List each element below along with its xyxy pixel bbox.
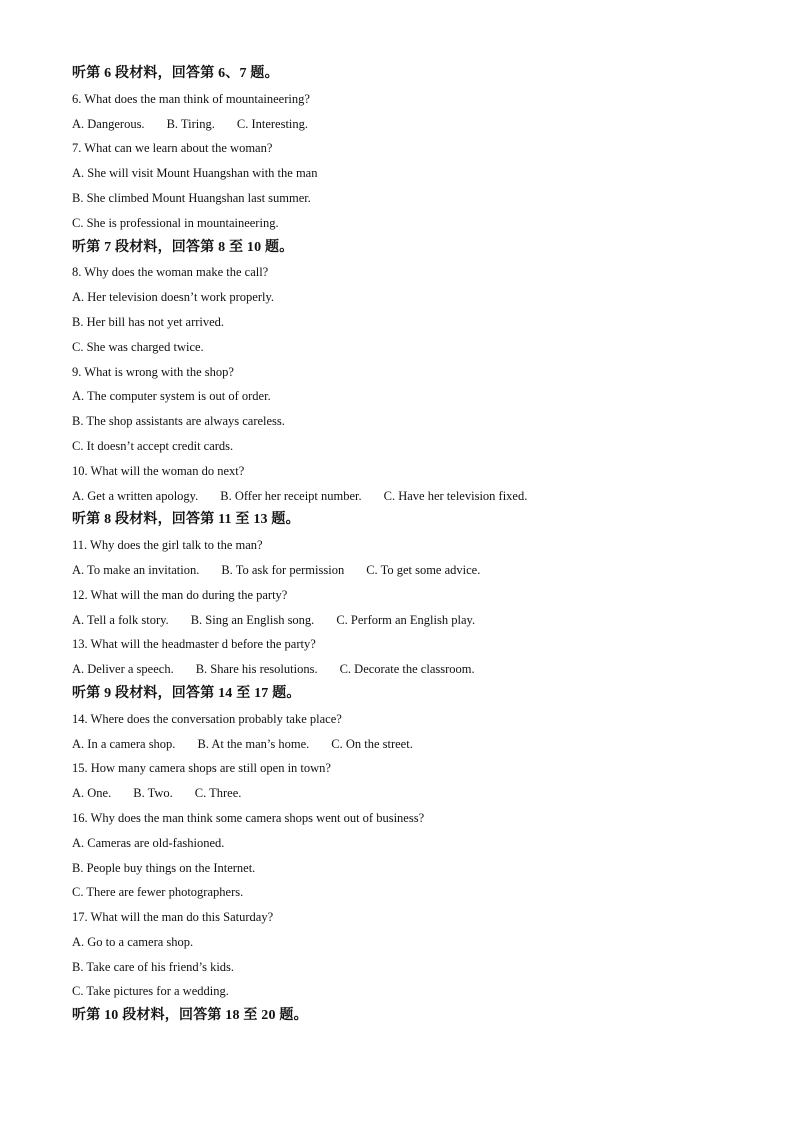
question-15: 15. How many camera shops are still open in town? [72,761,331,776]
option-c: C. She was charged twice. [72,339,204,354]
option-a: A. She will visit Mount Huangshan with the man [72,166,318,181]
option-b: B. To ask for permission [221,562,345,577]
option-b: B. Share his resolutions. [195,662,318,677]
option-b: B. She climbed Mount Huangshan last summer. [72,190,311,205]
option-b: B. At the man’s home. [197,736,310,751]
section-heading: 听第 6 段材料，回答第 6、7 题。 [72,66,279,81]
option-c: C. It doesn’t accept credit cards. [72,438,234,453]
question-16: 16. Why does the man think some camera shops went out of business? [72,810,425,825]
options-6 [72,112,762,137]
option-c: C. On the street. [331,736,413,751]
section-heading: 听第 10 段材料，回答第 18 至 20 题。 [72,1008,308,1024]
section-heading: 听第 7 段材料，回答第 8 至 10 题。 [72,239,294,255]
exam-page [72,62,762,1029]
option-b: B. Offer her receipt number. [220,488,362,503]
question-10: 10. What will the woman do next? [72,463,245,478]
options-12 [72,608,762,633]
option-a: A. The computer system is out of order. [72,389,271,404]
option-a: A. To make an invitation. [72,562,200,577]
option-c: C. There are fewer photographers. [72,885,244,900]
option-a: A. Go to a camera shop. [72,934,194,949]
options-11 [72,558,762,583]
option-a: A. One. [72,786,112,801]
question-14: 14. Where does the conversation probably take place? [72,711,342,726]
option-c: C. To get some advice. [366,562,481,577]
option-b: B. Sing an English song. [190,612,315,627]
option-b: B. The shop assistants are always careless. [72,414,285,429]
section-heading: 听第 8 段材料，回答第 11 至 13 题。 [72,512,300,528]
option-c: C. She is professional in mountaineering. [72,215,279,230]
option-c: C. Three. [194,786,242,801]
options-14 [72,732,762,757]
options-15 [72,781,762,806]
question-11: 11. Why does the girl talk to the man? [72,538,263,553]
option-a: A. In a camera shop. [72,736,176,751]
option-b: B. Two. [133,786,173,801]
option-c: C. Have her television fixed. [383,488,528,503]
option-a: A. Her television doesn’t work properly. [72,290,275,305]
question-8: 8. Why does the woman make the call? [72,265,269,280]
option-c: C. Take pictures for a wedding. [72,984,229,999]
option-b: B. People buy things on the Internet. [72,860,256,875]
section-heading: 听第 9 段材料，回答第 14 至 17 题。 [72,685,301,701]
option-b: B. Tiring. [166,116,215,131]
option-c: C. Interesting. [236,116,309,131]
question-12: 12. What will the man do during the party? [72,587,288,602]
options-13 [72,657,762,682]
option-a: A. Cameras are old-fashioned. [72,835,225,850]
option-a: A. Tell a folk story. [72,612,169,627]
option-b: B. Her bill has not yet arrived. [72,314,225,329]
question-17: 17. What will the man do this Saturday? [72,910,274,925]
question-7: 7. What can we learn about the woman? [72,141,273,156]
question-9: 9. What is wrong with the shop? [72,364,234,379]
option-a: A. Deliver a speech. [72,662,174,677]
option-a: A. Dangerous. [72,116,145,131]
option-c: C. Decorate the classroom. [339,662,475,677]
option-c: C. Perform an English play. [336,612,476,627]
option-a: A. Get a written apology. [72,488,199,503]
options-10 [72,484,762,509]
option-b: B. Take care of his friend’s kids. [72,959,235,974]
question-13: 13. What will the headmaster d before the party? [72,637,316,652]
question-6: 6. What does the man think of mountaineering? [72,91,310,106]
